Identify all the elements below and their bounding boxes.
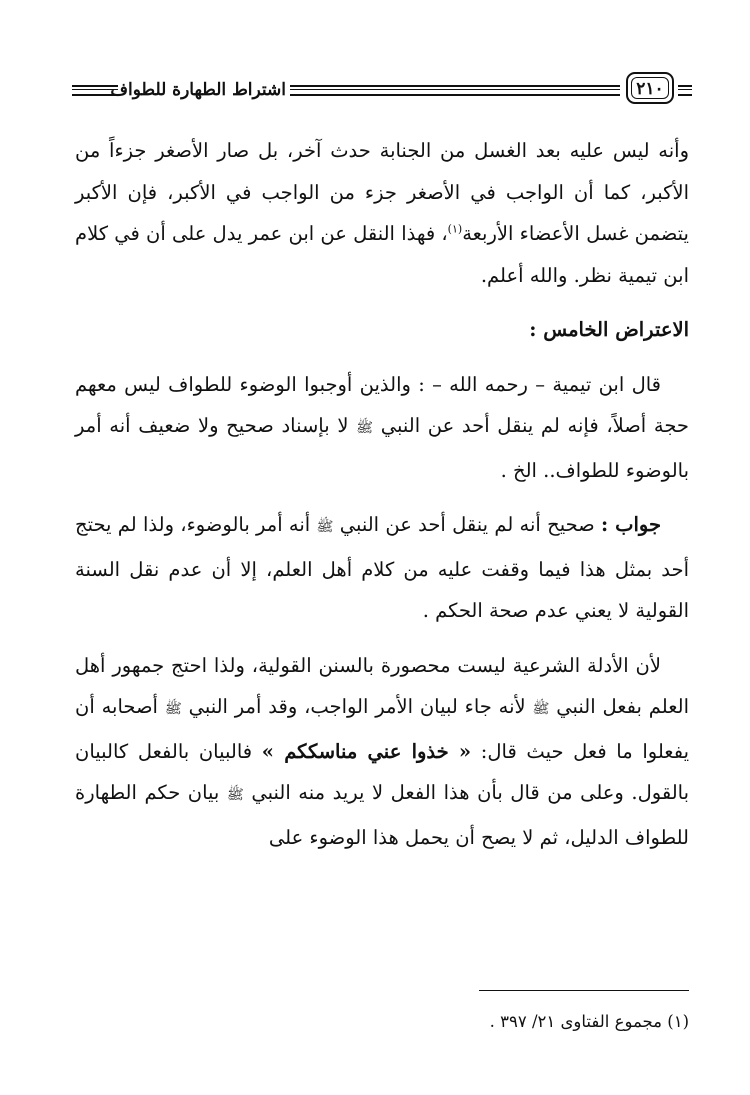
page-number: ٢١٠ <box>631 77 669 99</box>
text-line: أمر بالوضوء للطواف.. الخ . <box>75 414 689 482</box>
text-line: بالفعل كالبيان بالقول. وعلى من قال بأن هذا الفعل لا يريد منه النبي <box>75 739 690 804</box>
page-number-frame <box>626 72 674 104</box>
header-title: اشتراط الطهارة للطواف <box>110 80 286 100</box>
salawat-glyph: ﷺ <box>356 420 374 436</box>
header-rule-right <box>678 85 692 96</box>
running-header <box>72 72 692 108</box>
text-line: أصحابه أن يفعلوا ما فعل حيث قال: <box>75 695 689 763</box>
text-line: وأنه ليس عليه بعد الغسل من الجنابة حدث آخر، بل صار الأصغر جزءاً من <box>75 139 689 162</box>
text-line: يحتج أحد بمثل هذا فيما وقفت عليه من كلام أهل العلم، إلا أن عدم نقل <box>75 513 690 581</box>
paragraph-3 <box>75 504 689 632</box>
text-line: قال ابن تيمية – رحمه الله – : والذين أوجبوا الوضوء للطواف ليس معهم <box>75 372 661 396</box>
header-rule-middle <box>290 85 620 96</box>
paragraph-2 <box>75 364 689 492</box>
salawat-glyph: ﷺ <box>164 701 182 717</box>
text-line: كلام ابن تيمية نظر. والله أعلم. <box>75 222 689 287</box>
text-line: بيان حكم الطهارة للطواف الدليل، ثم لا يصح أن يحمل هذا الوضوء على <box>75 781 689 849</box>
text-line: السنة القولية لا يعني عدم صحة الحكم . <box>75 557 689 622</box>
text-line: يتضمن غسل الأعضاء الأربعة <box>462 222 689 245</box>
main-text <box>75 130 689 858</box>
text-line: صحيح أنه لم ينقل أحد عن النبي <box>339 513 595 536</box>
text-line: حجة أصلاً، فإنه لم ينقل أحد عن النبي <box>380 414 689 437</box>
salawat-glyph: ﷺ <box>532 701 550 717</box>
salawat-glyph: ﷺ <box>316 519 334 535</box>
hadith-quote: « خذوا عني مناسككم » <box>261 739 472 763</box>
salawat-glyph: ﷺ <box>226 787 244 803</box>
text-line: فالبيان <box>198 739 253 763</box>
text-line: لا بإسناد صحيح ولا ضعيف أنه <box>109 414 349 437</box>
text-line: لأن الأدلة الشرعية ليست محصورة بالسنن القولية، ولذا احتج جمهور <box>112 653 661 677</box>
section-heading: الاعتراض الخامس : <box>529 318 689 341</box>
paragraph-1 <box>75 130 689 296</box>
text-line: الأكبر، كما أن الواجب في الأصغر جزء من الواجب في الأكبر، فإن الأكبر <box>75 180 689 204</box>
text-line: ، فهذا النقل عن ابن عمر يدل على أن في <box>114 222 448 245</box>
footnote-text: مجموع الفتاوى ٢١/ ٣٩٧ . <box>489 1012 662 1031</box>
paragraph-4 <box>75 645 689 859</box>
footnote-marker: (١) <box>667 1012 689 1031</box>
footnote <box>200 1007 689 1037</box>
footnote-separator <box>479 990 689 991</box>
text-line: أهل العلم بفعل النبي <box>75 653 689 718</box>
text-line: أنه أمر بالوضوء، ولذا لم <box>117 513 311 536</box>
answer-label: جواب : <box>601 513 662 536</box>
text-line: لأنه جاء لبيان الأمر الواجب، وقد أمر النبي <box>188 695 526 718</box>
footnote-reference[interactable]: (١) <box>447 222 463 236</box>
